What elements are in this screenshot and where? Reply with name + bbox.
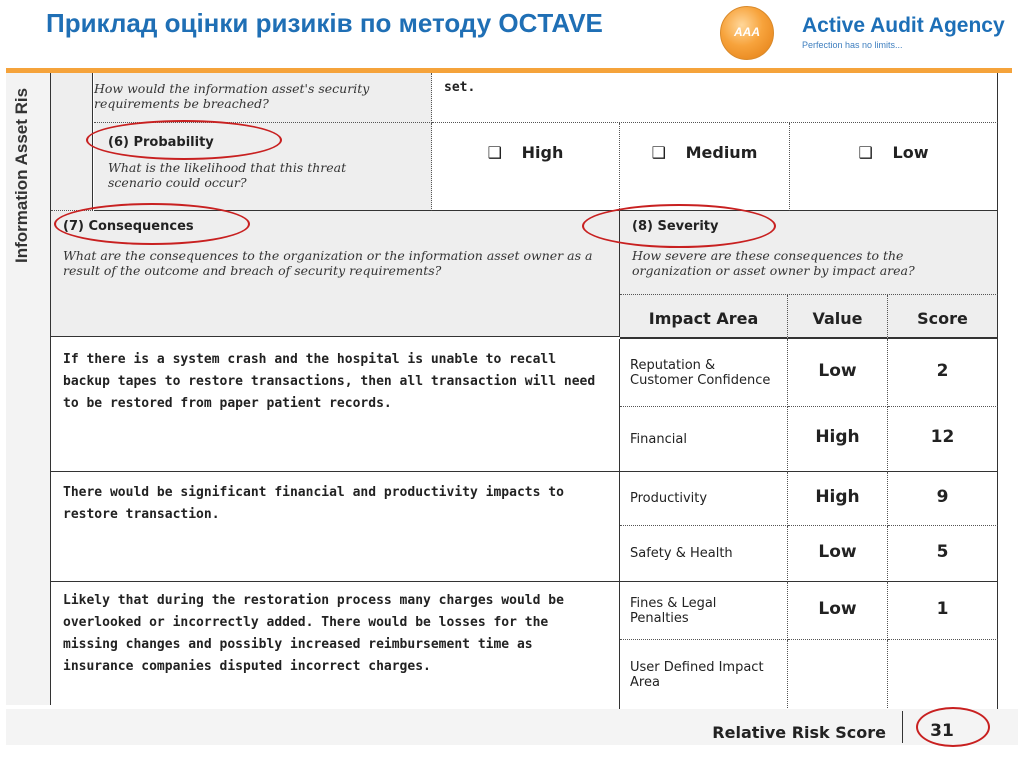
- consequence-item: [51, 582, 620, 710]
- breach-answer-cell: [432, 73, 998, 123]
- severity-row-area: [620, 526, 788, 582]
- sidebar-label: Information Asset Ris: [12, 87, 31, 263]
- checkbox-icon[interactable]: ❑: [487, 143, 502, 162]
- consequence-text: Likely that during the restoration process many charges would be overlooked or incorrectly added. There would be losses for the missing changes and possibly increased reimbursement time as insurance companies disputed incorrect charges.: [63, 593, 564, 674]
- checkbox-icon[interactable]: ❑: [651, 143, 666, 162]
- impact-value: Low: [788, 339, 888, 407]
- option-label: Medium: [685, 143, 758, 162]
- consequences-label: (7) Consequences: [63, 219, 194, 234]
- col-score: [888, 295, 998, 339]
- impact-score: 12: [888, 407, 998, 472]
- severity-row-area: [620, 582, 788, 640]
- impact-area-label: Financial: [630, 431, 687, 447]
- highlight-ring-total: [916, 707, 990, 747]
- impact-score: 5: [888, 526, 998, 582]
- severity-row-area: [620, 640, 788, 710]
- consequence-text: If there is a system crash and the hospital is unable to recall backup tapes to restore transactions, then all transaction will need to be restored from paper patient records.: [63, 352, 596, 411]
- worksheet-sidebar: [6, 73, 51, 705]
- column-header: Score: [917, 309, 968, 328]
- impact-area-label: Safety & Health: [630, 546, 733, 561]
- octave-worksheet: [6, 73, 1018, 745]
- breach-question-cell: [94, 73, 432, 123]
- column-header: Value: [812, 309, 863, 328]
- slide-title: Приклад оцінки ризиків по методу OCTAVE: [46, 8, 603, 38]
- probability-question: What is the likelihood that this threat scenario could occur?: [108, 160, 347, 190]
- company-logo: [720, 6, 774, 60]
- highlight-ring-consequences: [54, 203, 250, 245]
- consequence-item: [51, 472, 620, 582]
- probability-label: (6) Probability: [108, 135, 214, 150]
- impact-value: Low: [788, 526, 888, 582]
- severity-row-area: [620, 339, 788, 407]
- impact-area-label: Productivity: [630, 491, 708, 506]
- severity-label: (8) Severity: [632, 219, 719, 234]
- consequence-item: [51, 339, 620, 472]
- col-impact-area: [620, 295, 788, 339]
- consequence-text: There would be significant financial and productivity impacts to restore transaction.: [63, 485, 564, 522]
- relative-risk-label: Relative Risk Score: [712, 723, 886, 742]
- brand-name: Active Audit Agency: [802, 14, 1005, 37]
- brand-tagline: Perfection has no limits...: [802, 40, 903, 50]
- impact-score: 2: [888, 339, 998, 407]
- impact-value: [788, 640, 888, 710]
- impact-area-label: Reputation & Customer Confidence: [630, 357, 771, 388]
- probability-option-low[interactable]: [790, 123, 998, 211]
- logo-text: AAA: [734, 25, 760, 39]
- column-header: Impact Area: [648, 309, 759, 328]
- breach-answer: set.: [444, 80, 476, 95]
- severity-question: How severe are these consequences to the organization or asset owner by impact area?: [632, 248, 915, 278]
- checkbox-icon[interactable]: ❑: [858, 143, 873, 162]
- col-value: [788, 295, 888, 339]
- impact-value: High: [788, 472, 888, 526]
- impact-area-label: User Defined Impact Area: [630, 660, 764, 690]
- impact-area-label: Fines & Legal Penalties: [630, 595, 717, 626]
- highlight-ring-probability: [86, 120, 282, 160]
- impact-score: 9: [888, 472, 998, 526]
- impact-score: 1: [888, 582, 998, 640]
- probability-option-high[interactable]: [432, 123, 620, 211]
- option-label: Low: [892, 143, 929, 162]
- breach-question: How would the information asset's security requirements be breached?: [94, 81, 370, 111]
- relative-risk-score: 31: [930, 721, 954, 741]
- severity-row-area: [620, 472, 788, 526]
- impact-value: Low: [788, 582, 888, 640]
- probability-option-medium[interactable]: [620, 123, 790, 211]
- severity-row-area: [620, 407, 788, 472]
- consequences-question: What are the consequences to the organization or the information asset owner as a result of the outcome and breach of security requirements?: [63, 248, 593, 278]
- option-label: High: [521, 143, 564, 162]
- highlight-ring-severity: [582, 204, 776, 248]
- impact-score: [888, 640, 998, 710]
- impact-value: High: [788, 407, 888, 472]
